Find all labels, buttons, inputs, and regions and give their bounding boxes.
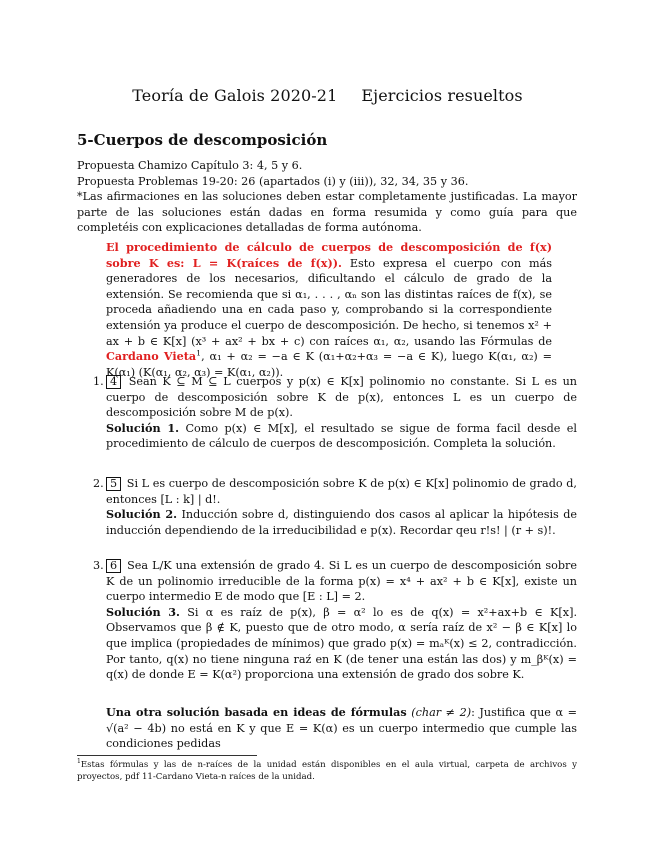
exercise-3 <box>77 558 577 683</box>
footnote-text: Estas fórmulas y las de n-raíces de la unidad están disponibles en el aula virtual, carpeta de archivos y proyectos, pdf 11-Cardano Vieta-n raíces de la unidad. <box>77 760 577 783</box>
procedure-block <box>106 240 552 380</box>
section-title: 5-Cuerpos de descomposición <box>77 131 328 149</box>
statement-text: Sean K ⊆ M ⊆ L cuerpos y p(x) ∈ K[x] polinomio no constante. Si L es un cuerpo de descomposición sobre K de p(x), entonces L es un cuerpo de descomposición sobre M de p(x). <box>106 375 577 420</box>
intro-block <box>77 158 577 236</box>
solution-label: Solución 1. <box>106 420 180 435</box>
solution-text: Inducción sobre d, distinguiendo dos casos al aplicar la hipótesis de inducción dependiendo de la irreducibilidad e p(x). Recordar qeu r!s! | (r + s)!. <box>106 508 577 537</box>
exercise-2 <box>77 476 577 538</box>
exercise-number: 3. <box>93 559 104 572</box>
document-subtitle: Ejercicios resueltos <box>361 86 523 105</box>
footnote-ref: 1 <box>196 348 202 358</box>
procedure-heading: El procedimiento de cálculo de cuerpos de descomposición de f(x) sobre K es: L = K(raíces de f(x)). <box>106 240 552 270</box>
intro-line-problemas: Propuesta Problemas 19-20: 26 (apartados (i) y (iii)), 32, 34, 35 y 36. <box>77 174 469 188</box>
exercise-number: 1. <box>93 375 104 388</box>
exercise-ref-box: 6 <box>106 559 121 573</box>
course-title: Teoría de Galois 2020-21 <box>132 86 338 105</box>
exercise-solution <box>106 421 577 452</box>
footnote-mark: 1 <box>77 758 81 766</box>
exercise-solution <box>106 605 577 683</box>
statement-text: Sea L/K una extensión de grado 4. Si L es un cuerpo de descomposición sobre K de un polinomio irreducible de la forma p(x) = x⁴ + ax² + b ∈ K[x], existe un cuerpo intermedio E de modo que [E : L] = 2. <box>106 559 577 604</box>
alternative-solution <box>106 705 577 752</box>
exercise-statement <box>106 374 577 421</box>
solution-label: Solución 3. <box>106 604 180 619</box>
page-header <box>0 86 655 105</box>
alternative-label: Una otra solución basada en ideas de fórmulas <box>106 705 407 719</box>
cardano-vieta-link: Cardano Vieta <box>106 349 197 364</box>
exercise-ref-box: 5 <box>106 477 121 491</box>
exercise-statement <box>106 476 577 507</box>
procedure-text-b: , α₁ + α₂ = −a ∈ K (α₁+α₂+α₃ = −a ∈ K), luego K(α₁, α₂) = K(α₁) (K(α₁, α₂, α₃) = K(α₁, α₂)). <box>106 350 552 379</box>
exercise-ref-box: 4 <box>106 375 121 389</box>
solution-text: Como p(x) ∈ M[x], el resultado se sigue de forma facil desde el procedimiento de cálculo de cuerpos de descomposición. Completa la solución. <box>106 421 577 451</box>
solution-text: Si α es raíz de p(x), β = α² lo es de q(x) = x²+ax+b ∈ K[x]. Observamos que β ∉ K, puesto que de otro modo, α sería raíz de x² − β ∈ K[x] lo que implica (propiedades de mínimos) que grado p(x) = mₐᴷ(x) ≤ 2, contradicción. Por tanto, q(x) no tiene ninguna raź en K (de tener una están las dos) y m_βᴷ(x) = q(x) de donde E = K(α²) proporciona una extensión de grado dos sobre K. <box>106 605 577 682</box>
alternative-text: : Justifica que α = √(a² − 4b) no está en K y que E = K(α) es un cuerpo intermedio que cumple las condiciones pedidas <box>106 706 577 751</box>
footnote <box>77 759 577 784</box>
procedure-text-a: Esto expresa el cuerpo con más generadores de los necesarios, dificultando el cálculo de grado de la extensión. Se recomienda que si α₁, . . . , αₙ son las distintas raíces de f(x), se proceda añadiendo una en cada paso y, comprobando si la correspondiente extensión ya produce el cuerpo de descomposición. De hecho, si tenemos x² + ax + b ∈ K[x] (x³ + ax² + bx + c) con raíces α₁, α₂, usando las Fórmulas de <box>106 256 552 348</box>
alternative-condition: (char ≠ 2) <box>411 706 472 719</box>
statement-text: Si L es cuerpo de descomposición sobre K de p(x) ∈ K[x] polinomio de grado d, entonces [L : k] | d!. <box>106 477 577 506</box>
intro-note: *Las afirmaciones en las soluciones deben estar completamente justificadas. La mayor parte de las soluciones están dadas en forma resumida y como guía para que completéis con explicaciones detalladas de forma autónoma. <box>77 190 577 235</box>
exercise-number: 2. <box>93 477 104 490</box>
exercise-statement <box>106 558 577 605</box>
intro-line-chamizo: Propuesta Chamizo Capítulo 3: 4, 5 y 6. <box>77 159 303 172</box>
exercise-solution <box>106 507 577 538</box>
solution-label: Solución 2. <box>106 507 178 522</box>
footnote-rule <box>77 755 257 756</box>
exercise-1 <box>77 374 577 452</box>
